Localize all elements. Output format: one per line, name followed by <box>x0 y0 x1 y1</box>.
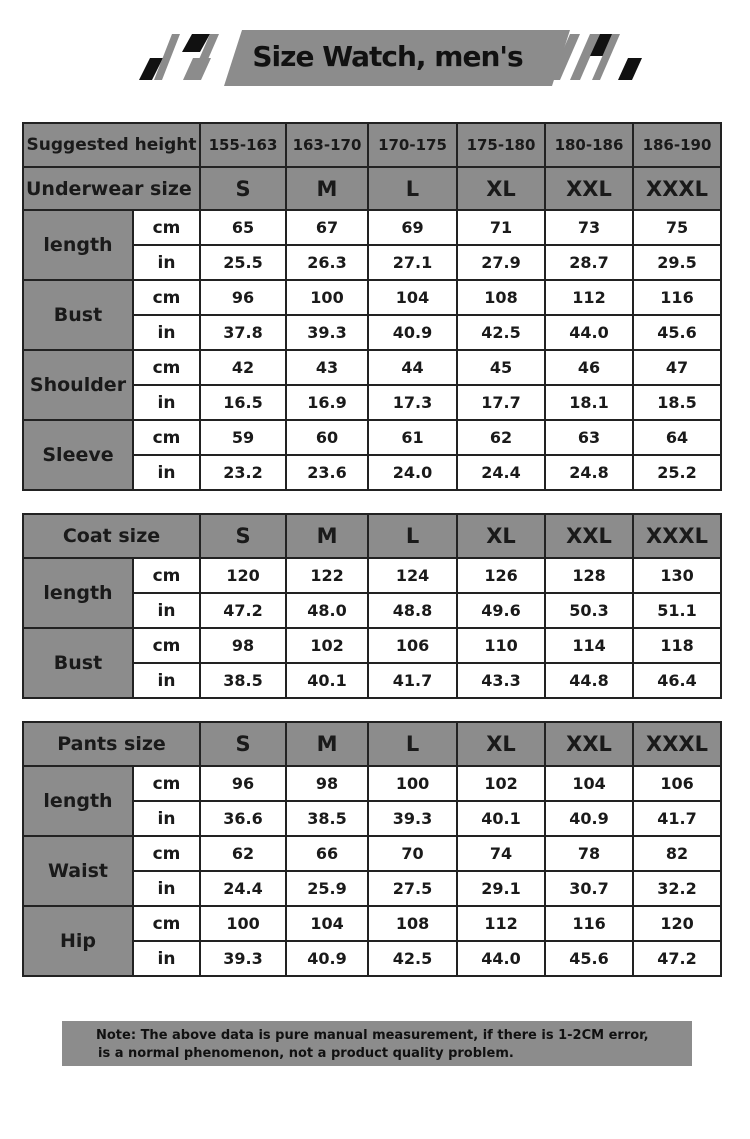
value-cell: 44 <box>368 350 457 385</box>
unit-label: in <box>133 245 200 280</box>
value-cell: 45.6 <box>633 315 721 350</box>
value-cell: 44.8 <box>545 663 633 698</box>
size-cell: XL <box>457 514 545 558</box>
unit-label: in <box>133 663 200 698</box>
value-cell: 124 <box>368 558 457 593</box>
coat-size-label: Coat size <box>23 514 200 558</box>
measurement-row <box>23 420 721 455</box>
height-cell: 186-190 <box>633 123 721 167</box>
value-cell: 104 <box>545 766 633 801</box>
value-cell: 23.2 <box>200 455 286 490</box>
value-cell: 43.3 <box>457 663 545 698</box>
size-header-row <box>23 722 721 766</box>
underwear-size-table <box>22 122 722 491</box>
value-cell: 106 <box>368 628 457 663</box>
value-cell: 44.0 <box>545 315 633 350</box>
value-cell: 47 <box>633 350 721 385</box>
value-cell: 46 <box>545 350 633 385</box>
value-cell: 112 <box>545 280 633 315</box>
unit-label: cm <box>133 628 200 663</box>
size-cell: S <box>200 514 286 558</box>
value-cell: 39.3 <box>200 941 286 976</box>
value-cell: 18.5 <box>633 385 721 420</box>
value-cell: 100 <box>368 766 457 801</box>
value-cell: 96 <box>200 766 286 801</box>
value-cell: 42.5 <box>457 315 545 350</box>
value-cell: 18.1 <box>545 385 633 420</box>
size-cell: XXL <box>545 167 633 210</box>
size-cell: M <box>286 167 368 210</box>
value-cell: 102 <box>457 766 545 801</box>
value-cell: 49.6 <box>457 593 545 628</box>
measurement-row <box>23 766 721 801</box>
note-line-2: is a normal phenomenon, not a product quality problem. <box>98 1046 514 1061</box>
page-title: Size Watch, men's <box>252 39 523 73</box>
value-cell: 112 <box>457 906 545 941</box>
value-cell: 39.3 <box>286 315 368 350</box>
value-cell: 71 <box>457 210 545 245</box>
unit-label: in <box>133 941 200 976</box>
size-cell: XXXL <box>633 722 721 766</box>
value-cell: 67 <box>286 210 368 245</box>
value-cell: 47.2 <box>200 593 286 628</box>
value-cell: 42 <box>200 350 286 385</box>
value-cell: 39.3 <box>368 801 457 836</box>
unit-label: in <box>133 593 200 628</box>
size-cell: XXXL <box>633 167 721 210</box>
size-cell: XL <box>457 167 545 210</box>
value-cell: 37.8 <box>200 315 286 350</box>
value-cell: 116 <box>545 906 633 941</box>
value-cell: 29.1 <box>457 871 545 906</box>
value-cell: 41.7 <box>633 801 721 836</box>
value-cell: 27.5 <box>368 871 457 906</box>
value-cell: 62 <box>200 836 286 871</box>
value-cell: 59 <box>200 420 286 455</box>
value-cell: 17.7 <box>457 385 545 420</box>
title-banner <box>0 0 750 110</box>
value-cell: 43 <box>286 350 368 385</box>
value-cell: 104 <box>368 280 457 315</box>
size-cell: L <box>368 722 457 766</box>
value-cell: 23.6 <box>286 455 368 490</box>
value-cell: 66 <box>286 836 368 871</box>
value-cell: 120 <box>633 906 721 941</box>
measurement-label: Sleeve <box>23 420 133 490</box>
value-cell: 45 <box>457 350 545 385</box>
size-cell: M <box>286 514 368 558</box>
value-cell: 60 <box>286 420 368 455</box>
unit-label: in <box>133 315 200 350</box>
underwear-size-label: Underwear size <box>23 167 200 210</box>
size-cell: XL <box>457 722 545 766</box>
value-cell: 106 <box>633 766 721 801</box>
size-cell: L <box>368 167 457 210</box>
height-cell: 155-163 <box>200 123 286 167</box>
unit-label: cm <box>133 906 200 941</box>
value-cell: 108 <box>368 906 457 941</box>
value-cell: 130 <box>633 558 721 593</box>
value-cell: 40.1 <box>286 663 368 698</box>
unit-label: cm <box>133 350 200 385</box>
size-cell: S <box>200 722 286 766</box>
unit-label: cm <box>133 558 200 593</box>
value-cell: 48.0 <box>286 593 368 628</box>
value-cell: 50.3 <box>545 593 633 628</box>
value-cell: 51.1 <box>633 593 721 628</box>
value-cell: 73 <box>545 210 633 245</box>
height-cell: 175-180 <box>457 123 545 167</box>
measurement-label: length <box>23 558 133 628</box>
measurement-row <box>23 836 721 871</box>
value-cell: 47.2 <box>633 941 721 976</box>
value-cell: 110 <box>457 628 545 663</box>
value-cell: 65 <box>200 210 286 245</box>
size-cell: L <box>368 514 457 558</box>
value-cell: 128 <box>545 558 633 593</box>
value-cell: 26.3 <box>286 245 368 280</box>
measurement-label: Waist <box>23 836 133 906</box>
disclaimer-note <box>62 1021 692 1066</box>
value-cell: 108 <box>457 280 545 315</box>
value-cell: 45.6 <box>545 941 633 976</box>
note-line-1: Note: The above data is pure manual measurement, if there is 1-2CM error, <box>96 1028 649 1043</box>
unit-label: in <box>133 455 200 490</box>
measurement-label: Hip <box>23 906 133 976</box>
measurement-label: Bust <box>23 628 133 698</box>
value-cell: 126 <box>457 558 545 593</box>
value-cell: 98 <box>286 766 368 801</box>
value-cell: 40.9 <box>368 315 457 350</box>
value-cell: 62 <box>457 420 545 455</box>
measurement-row <box>23 210 721 245</box>
pants-size-label: Pants size <box>23 722 200 766</box>
value-cell: 61 <box>368 420 457 455</box>
measurement-row <box>23 280 721 315</box>
size-header-row <box>23 167 721 210</box>
value-cell: 16.5 <box>200 385 286 420</box>
pants-size-table <box>22 721 722 977</box>
measurement-label: length <box>23 766 133 836</box>
value-cell: 69 <box>368 210 457 245</box>
value-cell: 40.9 <box>545 801 633 836</box>
value-cell: 25.5 <box>200 245 286 280</box>
value-cell: 29.5 <box>633 245 721 280</box>
height-cell: 163-170 <box>286 123 368 167</box>
unit-label: cm <box>133 766 200 801</box>
value-cell: 82 <box>633 836 721 871</box>
size-cell: M <box>286 722 368 766</box>
measurement-label: Shoulder <box>23 350 133 420</box>
size-cell: XXXL <box>633 514 721 558</box>
value-cell: 38.5 <box>286 801 368 836</box>
height-cell: 180-186 <box>545 123 633 167</box>
value-cell: 36.6 <box>200 801 286 836</box>
value-cell: 64 <box>633 420 721 455</box>
value-cell: 96 <box>200 280 286 315</box>
value-cell: 75 <box>633 210 721 245</box>
value-cell: 30.7 <box>545 871 633 906</box>
value-cell: 38.5 <box>200 663 286 698</box>
value-cell: 63 <box>545 420 633 455</box>
value-cell: 120 <box>200 558 286 593</box>
unit-label: cm <box>133 210 200 245</box>
unit-label: in <box>133 871 200 906</box>
measurement-label: Bust <box>23 280 133 350</box>
value-cell: 48.8 <box>368 593 457 628</box>
value-cell: 116 <box>633 280 721 315</box>
size-header-row <box>23 514 721 558</box>
value-cell: 24.4 <box>200 871 286 906</box>
value-cell: 78 <box>545 836 633 871</box>
unit-label: in <box>133 385 200 420</box>
measurement-row <box>23 628 721 663</box>
coat-size-table <box>22 513 722 699</box>
value-cell: 98 <box>200 628 286 663</box>
value-cell: 102 <box>286 628 368 663</box>
value-cell: 100 <box>286 280 368 315</box>
value-cell: 70 <box>368 836 457 871</box>
measurement-row <box>23 350 721 385</box>
value-cell: 104 <box>286 906 368 941</box>
value-cell: 24.8 <box>545 455 633 490</box>
value-cell: 16.9 <box>286 385 368 420</box>
unit-label: cm <box>133 280 200 315</box>
height-cell: 170-175 <box>368 123 457 167</box>
measurement-label: length <box>23 210 133 280</box>
value-cell: 118 <box>633 628 721 663</box>
value-cell: 74 <box>457 836 545 871</box>
value-cell: 42.5 <box>368 941 457 976</box>
value-cell: 28.7 <box>545 245 633 280</box>
value-cell: 25.2 <box>633 455 721 490</box>
value-cell: 27.1 <box>368 245 457 280</box>
value-cell: 40.9 <box>286 941 368 976</box>
value-cell: 41.7 <box>368 663 457 698</box>
suggested-height-label: Suggested height <box>23 123 200 167</box>
unit-label: cm <box>133 420 200 455</box>
measurement-row <box>23 558 721 593</box>
unit-label: cm <box>133 836 200 871</box>
value-cell: 32.2 <box>633 871 721 906</box>
value-cell: 114 <box>545 628 633 663</box>
value-cell: 25.9 <box>286 871 368 906</box>
value-cell: 44.0 <box>457 941 545 976</box>
size-cell: S <box>200 167 286 210</box>
unit-label: in <box>133 801 200 836</box>
size-cell: XXL <box>545 514 633 558</box>
value-cell: 46.4 <box>633 663 721 698</box>
measurement-row <box>23 906 721 941</box>
value-cell: 122 <box>286 558 368 593</box>
value-cell: 17.3 <box>368 385 457 420</box>
value-cell: 40.1 <box>457 801 545 836</box>
size-cell: XXL <box>545 722 633 766</box>
value-cell: 100 <box>200 906 286 941</box>
value-cell: 27.9 <box>457 245 545 280</box>
value-cell: 24.4 <box>457 455 545 490</box>
value-cell: 24.0 <box>368 455 457 490</box>
height-row <box>23 123 721 167</box>
